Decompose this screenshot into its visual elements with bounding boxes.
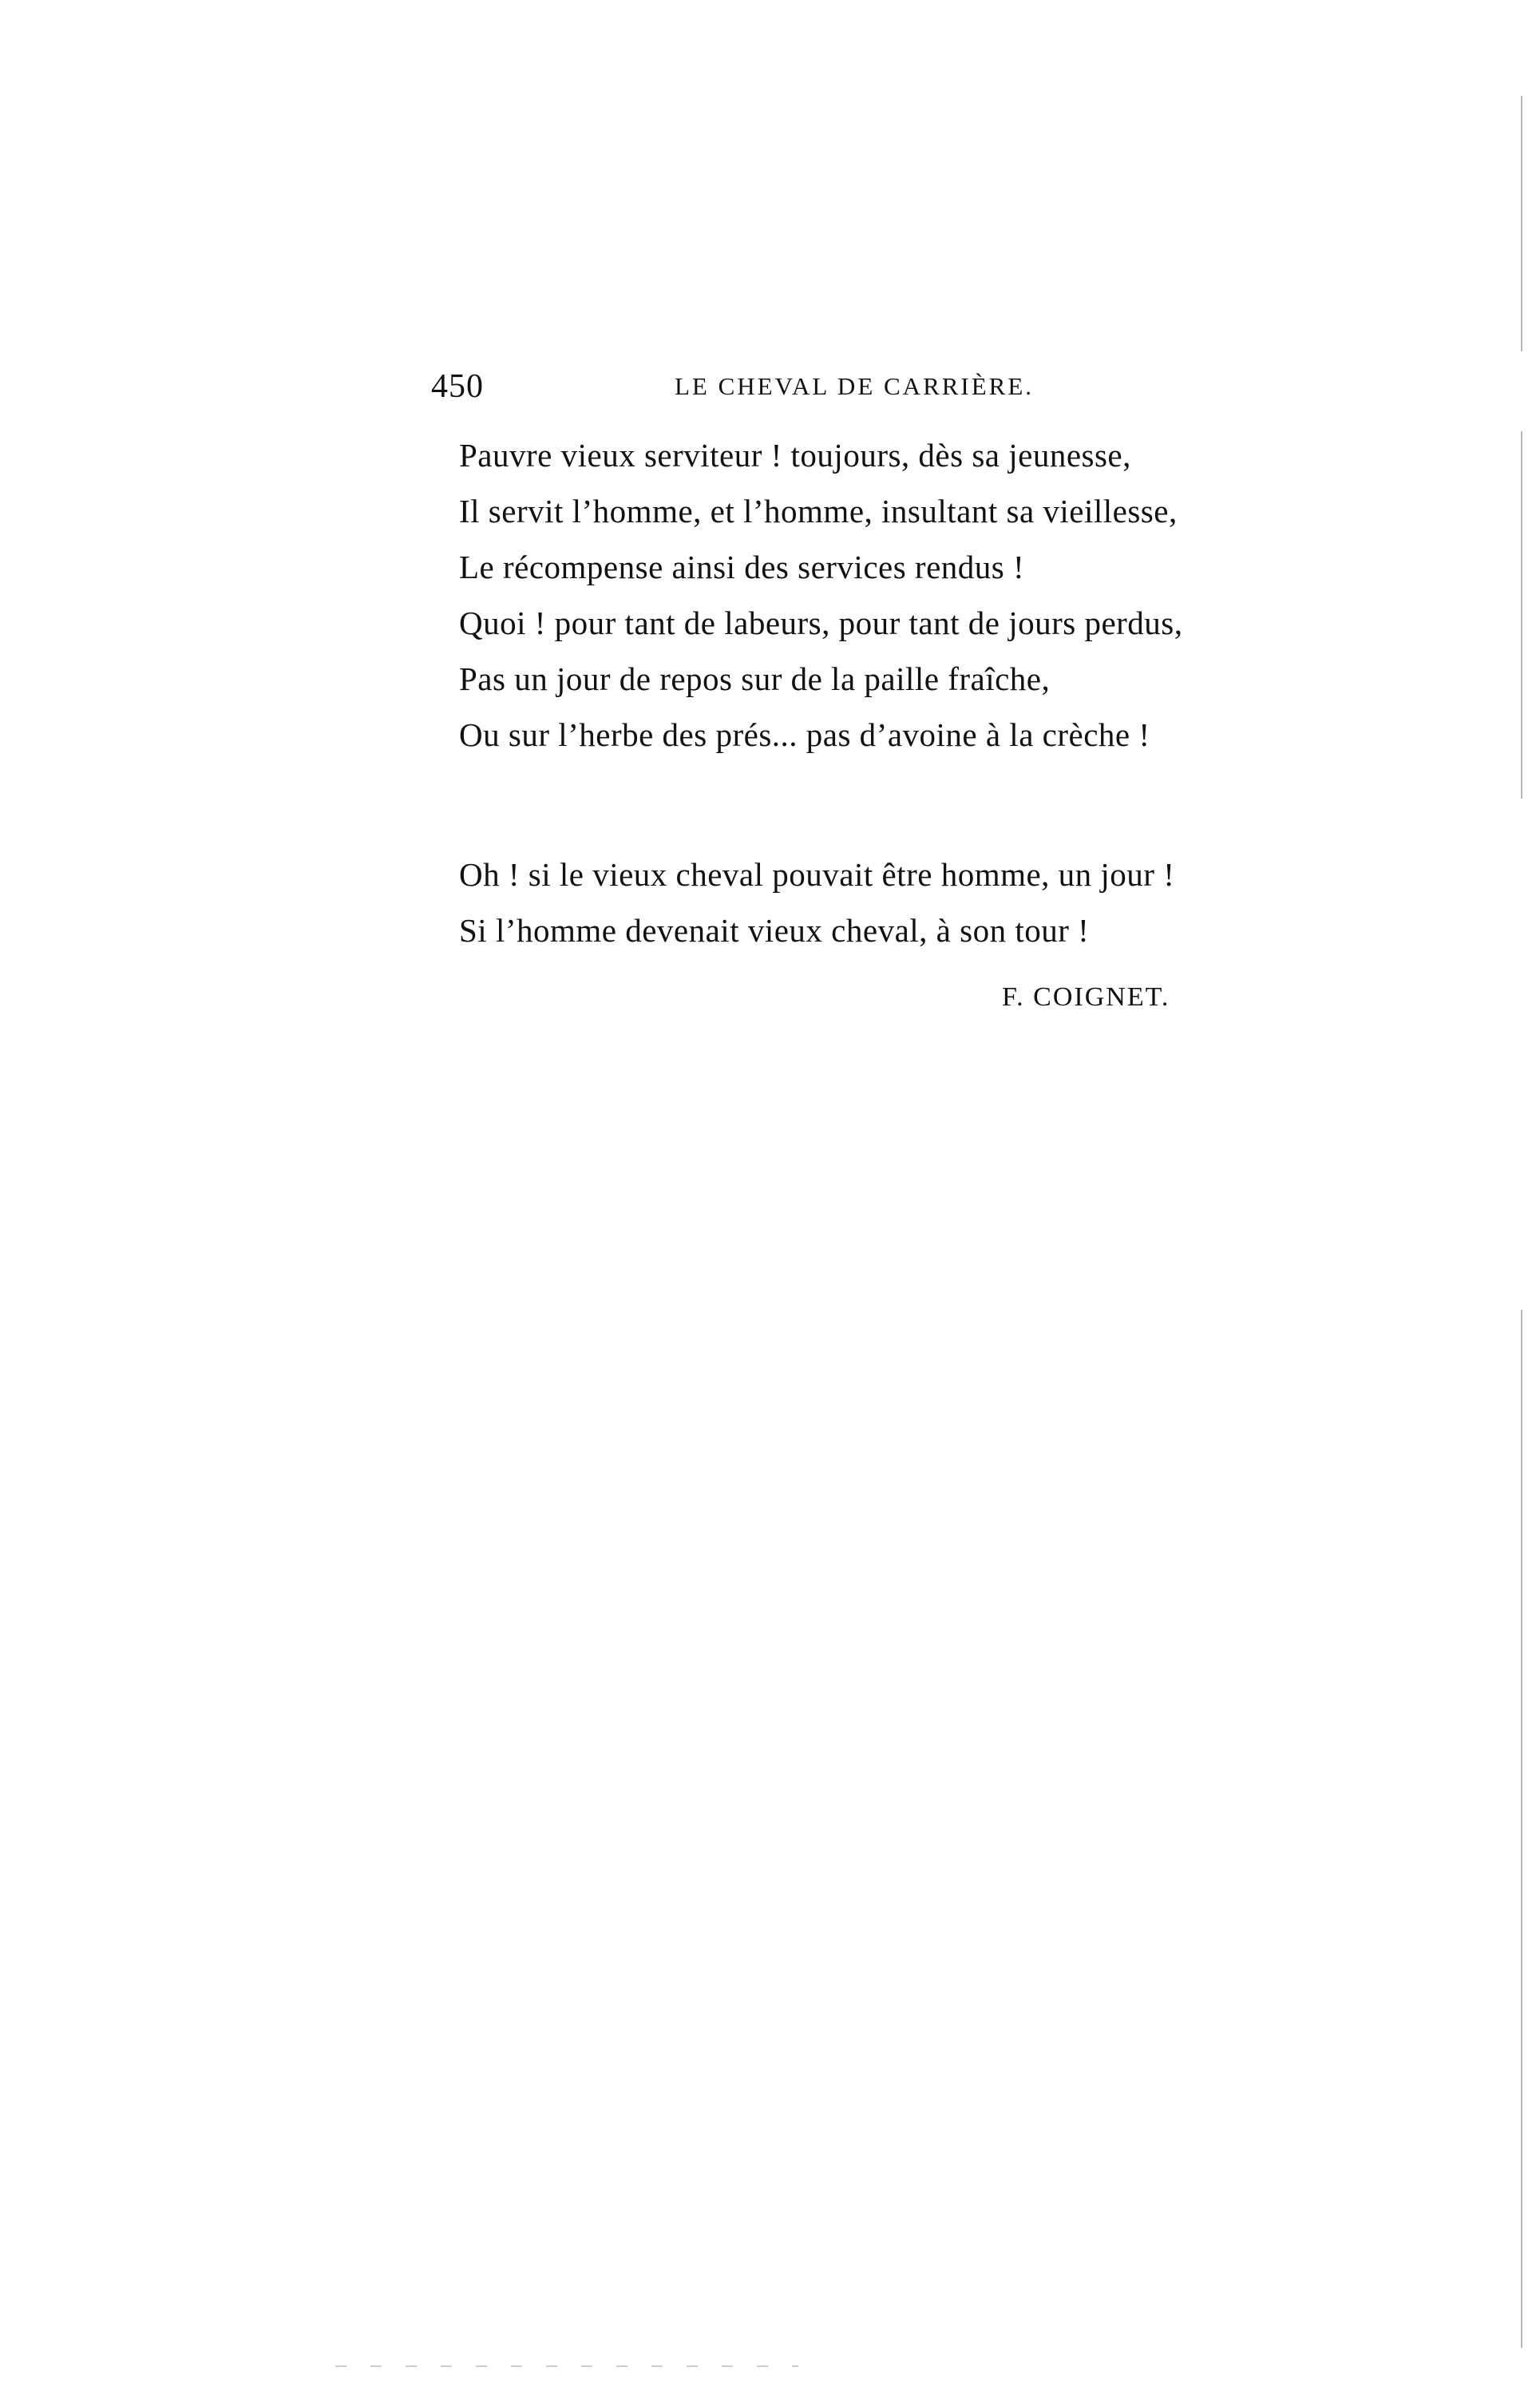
scan-edge-mark xyxy=(1521,431,1522,799)
scan-bottom-speckle xyxy=(335,2365,798,2367)
page-number: 450 xyxy=(431,368,484,405)
verse-line: Il servit l’homme, et l’homme, insultant sa vieillesse, xyxy=(459,493,1178,529)
verse-line: Si l’homme devenait vieux cheval, à son tour ! xyxy=(459,912,1090,949)
poem-stanza-2 xyxy=(459,847,1305,958)
scan-edge-mark xyxy=(1521,1310,1522,2348)
verse-line: Pas un jour de repos sur de la paille fraîche, xyxy=(459,660,1051,697)
running-title: LE CHEVAL DE CARRIÈRE. xyxy=(675,372,1035,400)
verse-line: Ou sur l’herbe des prés... pas d’avoine à la crèche ! xyxy=(459,716,1150,753)
verse-line: Pauvre vieux serviteur ! toujours, dès sa jeunesse, xyxy=(459,437,1131,474)
verse-line: Oh ! si le vieux cheval pouvait être homme, un jour ! xyxy=(459,856,1175,893)
poem-stanza-1 xyxy=(459,427,1305,763)
scan-edge-mark xyxy=(1521,96,1522,351)
verse-line: Quoi ! pour tant de labeurs, pour tant de jours perdus, xyxy=(459,605,1183,641)
author-signature: F. COIGNET. xyxy=(1002,982,1170,1012)
page-header xyxy=(431,367,1261,415)
verse-line: Le récompense ainsi des services rendus ! xyxy=(459,549,1025,585)
